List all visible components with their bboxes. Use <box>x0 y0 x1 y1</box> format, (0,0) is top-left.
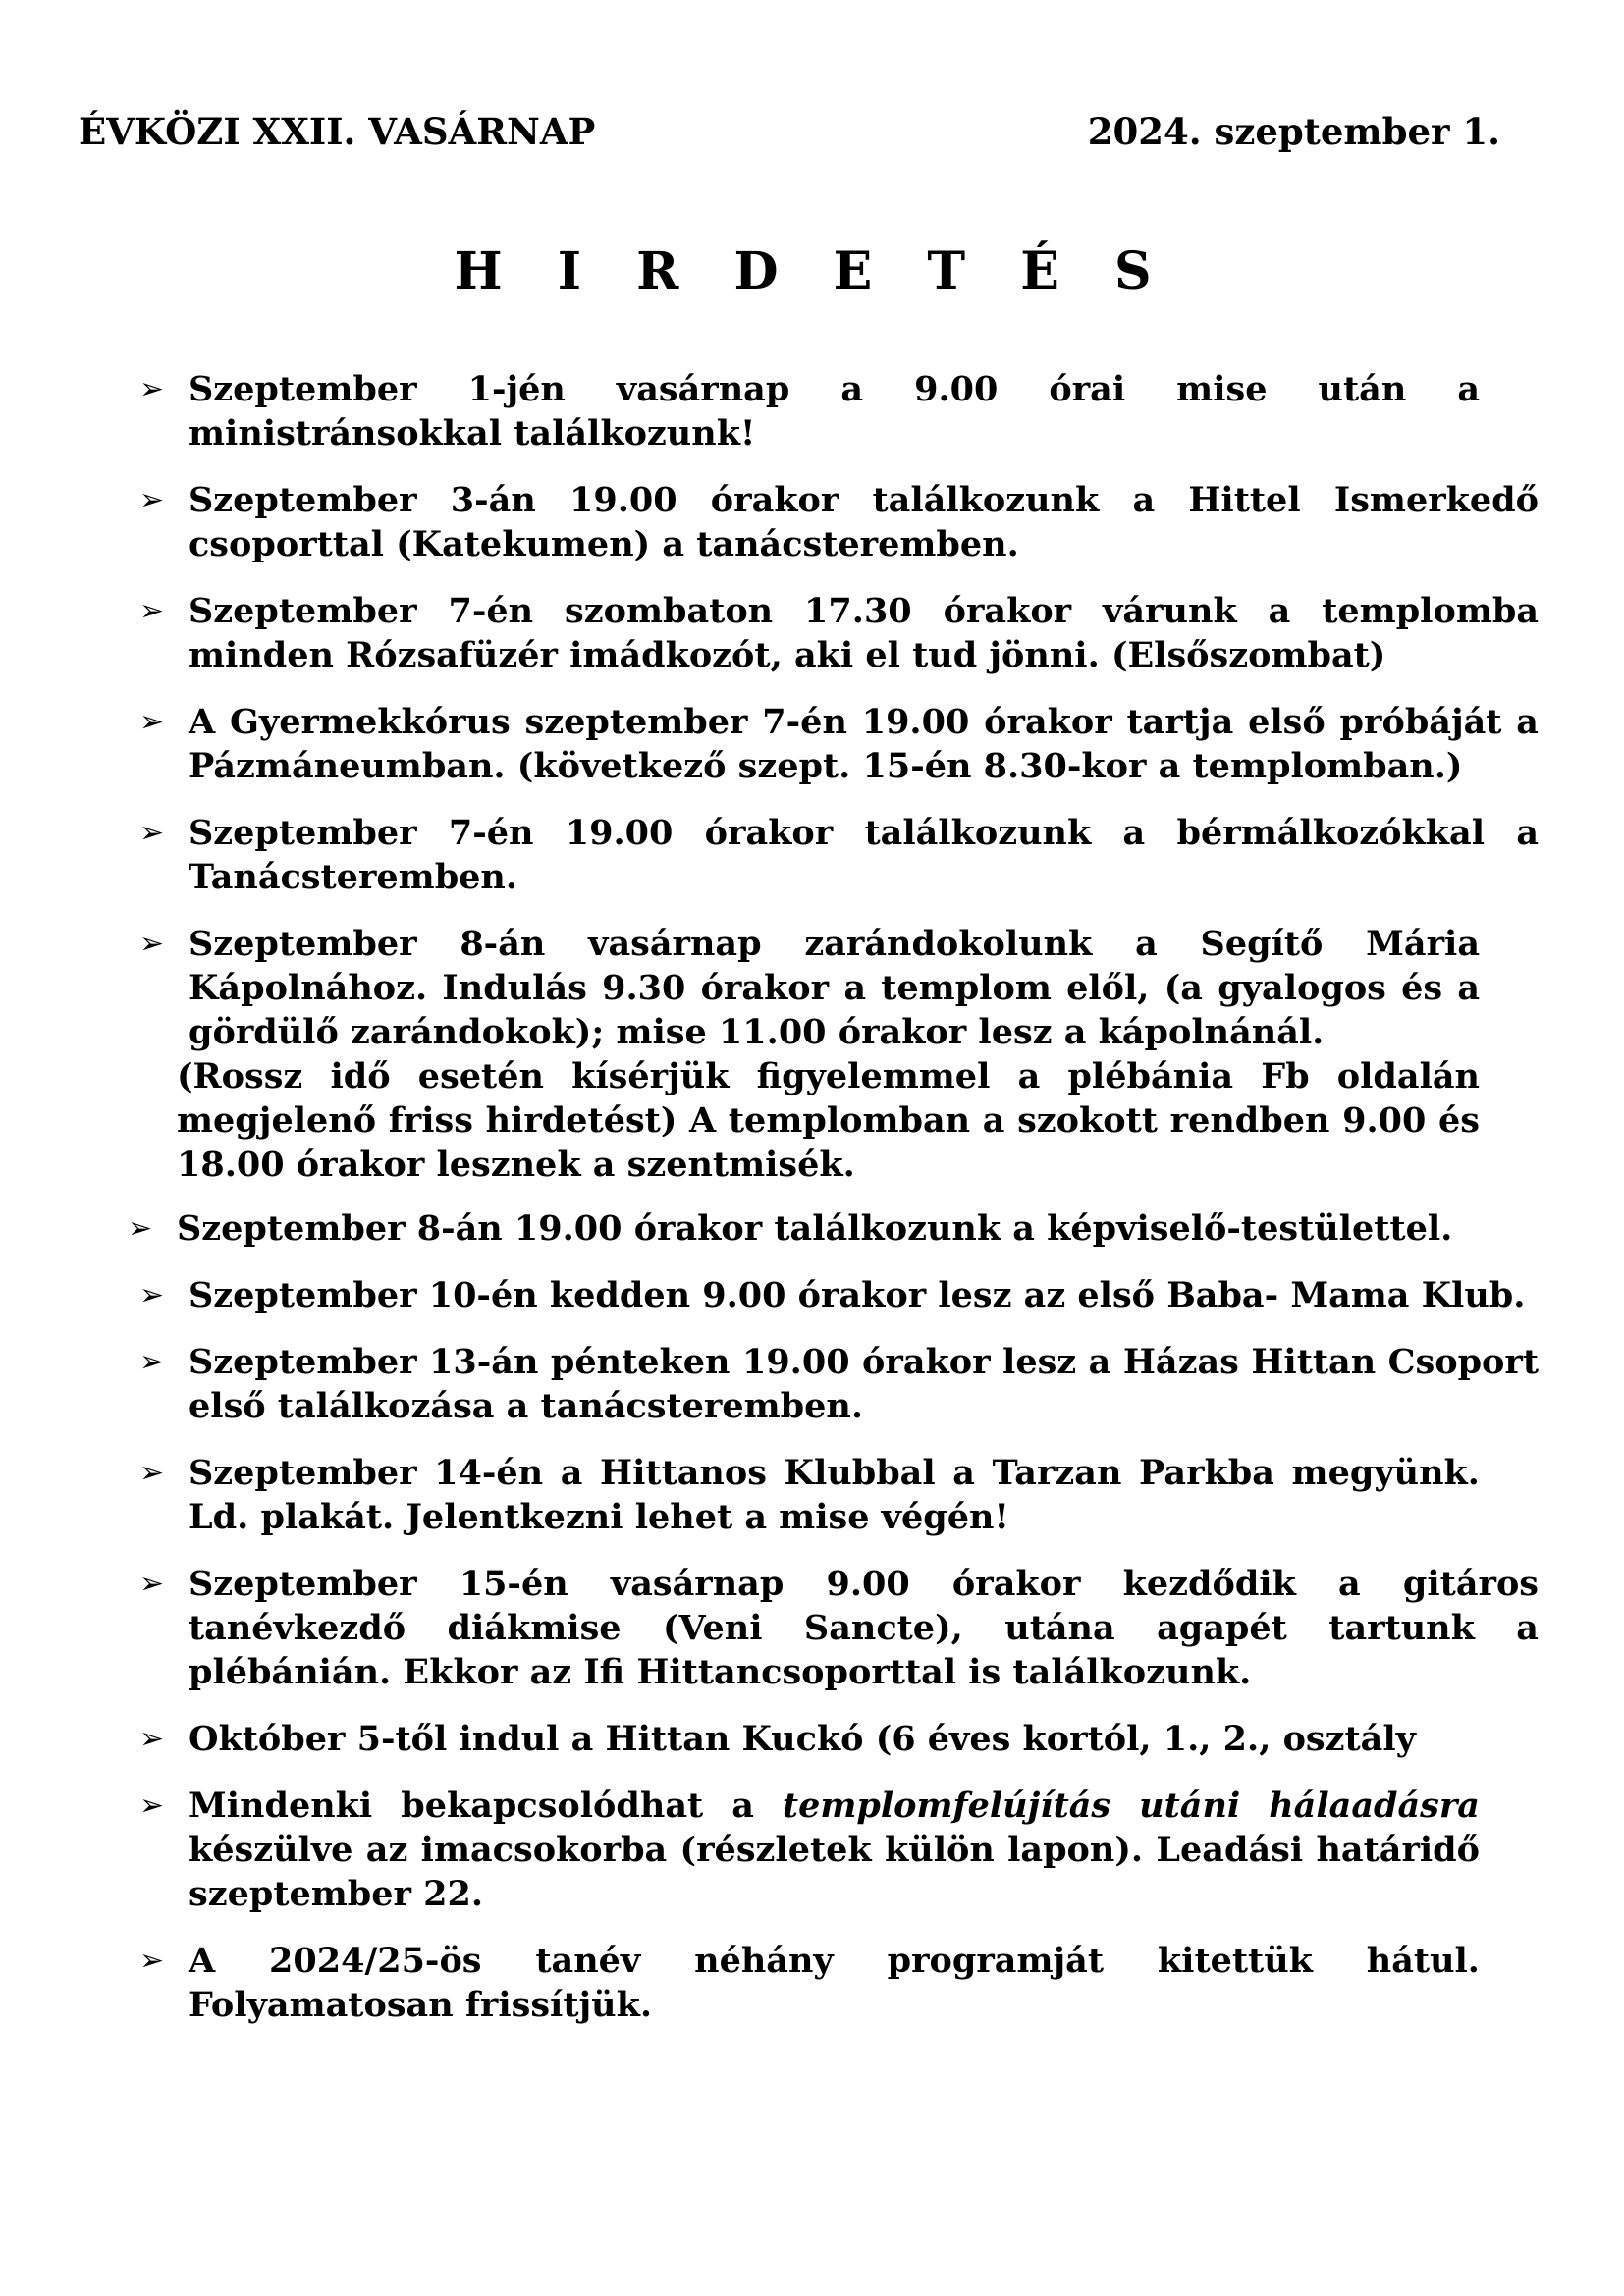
arrow-bullet-icon: ➢ <box>139 705 165 739</box>
arrow-bullet-icon: ➢ <box>139 1278 165 1312</box>
list-item <box>139 1451 1480 1539</box>
arrow-bullet-icon: ➢ <box>139 1456 165 1490</box>
arrow-bullet-icon: ➢ <box>139 1944 165 1978</box>
item-text: Szeptember 7-én 19.00 órakor találkozunk a bérmálkozókkal a Tanácsteremben. <box>189 813 1539 897</box>
item-text: Szeptember 1-jén vasárnap a 9.00 órai mise után a ministránsokkal találkozunk! <box>189 369 1480 454</box>
item-text <box>189 1784 1480 1916</box>
arrow-bullet-icon: ➢ <box>139 1345 165 1379</box>
item-text: Szeptember 10-én kedden 9.00 órakor lesz az első Baba- Mama Klub. <box>189 1275 1526 1315</box>
list-item <box>139 1717 1539 1761</box>
list-item <box>139 1939 1480 2027</box>
arrow-bullet-icon: ➢ <box>139 927 165 961</box>
item-text: Szeptember 15-én vasárnap 9.00 órakor kezdődik a gitáros tanévkezdő diákmise (Veni Sancte), utána agapét tartunk a plébánián. Ekkor az Ifi Hittancsoporttal is találkozunk. <box>189 1564 1539 1692</box>
item-text: Szeptember 7-én szombaton 17.30 órakor várunk a templomba minden Rózsafüzér imádkozót, aki el tud jönni. (Elsőszombat) <box>189 591 1539 675</box>
arrow-bullet-icon: ➢ <box>139 594 165 628</box>
list-item <box>139 1340 1539 1428</box>
header-date: 2024. szeptember 1. <box>1087 110 1500 153</box>
item-text-italic: templomfelújítás utáni hálaadásra <box>782 1786 1480 1826</box>
list-item <box>139 922 1480 1187</box>
item-text: A 2024/25-ös tanév néhány programját kitettük hátul. Folyamatosan frissítjük. <box>189 1941 1480 2025</box>
item-note: (Rossz idő esetén kísérjük figyelemmel a plébánia Fb oldalán megjelenő friss hirdetést) A templomban a szokott rendben 9.00 és 18.00 órakor lesznek a szentmisék. <box>177 1056 1480 1185</box>
item-text: Szeptember 3-án 19.00 órakor találkozunk a Hittel Ismerkedő csoporttal (Katekumen) a tanácsteremben. <box>189 480 1539 564</box>
item-text-start: Mindenki bekapcsolódhat a <box>189 1786 783 1826</box>
list-item <box>139 1562 1539 1694</box>
arrow-bullet-icon: ➢ <box>139 816 165 850</box>
arrow-bullet-icon: ➢ <box>139 372 165 406</box>
item-text: Szeptember 8-án 19.00 órakor találkozunk a képviselő-testülettel. <box>177 1208 1453 1249</box>
item-text: Október 5-től indul a Hittan Kuckó (6 éves kortól, 1., 2., osztály <box>189 1719 1416 1759</box>
announcement-list <box>0 367 1624 2050</box>
item-text-end: készülve az imacsokorba (részletek külön lapon). Leadási határidő szeptember 22. <box>189 1830 1480 1914</box>
arrow-bullet-icon: ➢ <box>139 1722 165 1756</box>
list-item <box>128 1206 1480 1251</box>
arrow-bullet-icon: ➢ <box>128 1211 153 1246</box>
list-item <box>139 811 1539 899</box>
list-item <box>139 367 1480 455</box>
item-text: Szeptember 13-án pénteken 19.00 órakor lesz a Házas Hittan Csoport első találkozása a tanácsteremben. <box>189 1342 1539 1426</box>
list-item <box>139 1784 1480 1916</box>
item-text: Szeptember 14-én a Hittanos Klubbal a Tarzan Parkba megyünk. Ld. plakát. Jelentkezni lehet a mise végén! <box>189 1453 1480 1537</box>
list-item <box>139 589 1539 677</box>
list-item <box>139 478 1539 566</box>
list-item <box>139 1273 1539 1317</box>
page-title: H I R D E T É S <box>454 241 1170 301</box>
item-text: Szeptember 8-án vasárnap zarándokolunk a Segítő Mária Kápolnához. Indulás 9.30 órakor a templom elől, (a gyalogos és a gördülő zarándokok); mise 11.00 órakor lesz a kápolnánál. <box>189 924 1480 1052</box>
arrow-bullet-icon: ➢ <box>139 483 165 517</box>
header-title: ÉVKÖZI XXII. VASÁRNAP <box>79 110 596 153</box>
item-text: A Gyermekkórus szeptember 7-én 19.00 órakor tartja első próbáját a Pázmáneumban. (következő szept. 15-én 8.30-kor a templomban.) <box>189 702 1539 786</box>
list-item <box>139 700 1539 788</box>
arrow-bullet-icon: ➢ <box>139 1567 165 1601</box>
arrow-bullet-icon: ➢ <box>139 1789 165 1823</box>
